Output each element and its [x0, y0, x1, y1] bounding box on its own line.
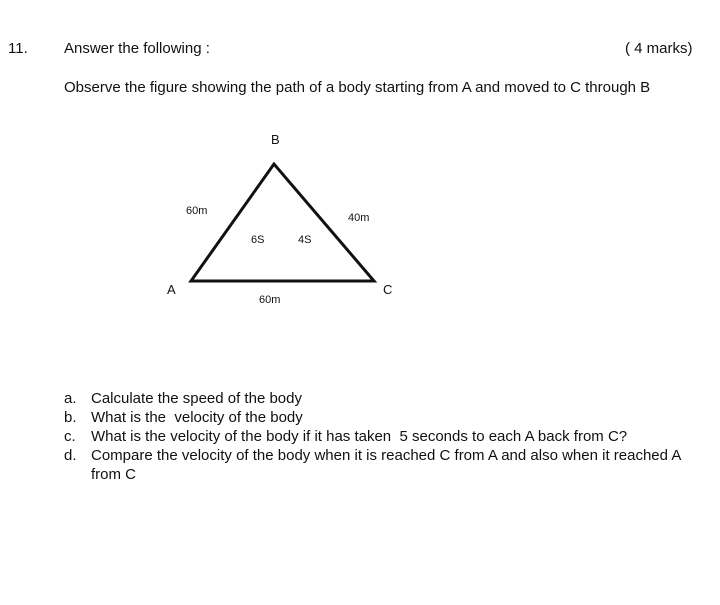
sub-question-text: Compare the velocity of the body when it is reached C from A and also when it reached A from C	[91, 447, 681, 483]
question-intro: Observe the figure showing the path of a body starting from A and moved to C through B	[64, 79, 651, 96]
sub-question-c	[64, 427, 714, 446]
vertex-a-label: A	[167, 282, 176, 297]
sub-question-marker: a.	[64, 390, 77, 407]
vertex-c-label: C	[383, 282, 393, 297]
sub-question-d	[64, 446, 714, 484]
sub-question-marker: d.	[64, 447, 77, 464]
sub-question-a	[64, 389, 714, 408]
sub-question-marker: c.	[64, 428, 76, 445]
sub-question-b	[64, 408, 714, 427]
sub-question-text: Calculate the speed of the body	[91, 390, 302, 407]
side-bc-distance-label: 40m	[348, 212, 370, 224]
question-number: 11.	[8, 40, 28, 57]
sub-question-text: What is the velocity of the body if it has taken 5 seconds to each A back from C?	[91, 428, 628, 445]
sub-question-marker: b.	[64, 409, 77, 426]
question-marks: ( 4 marks)	[625, 40, 693, 57]
sub-question-list	[64, 389, 714, 484]
time-ab-label: 6S	[251, 234, 265, 246]
sub-question-text: What is the velocity of the body	[91, 409, 303, 426]
question-title: Answer the following :	[64, 40, 210, 57]
vertex-b-label: B	[271, 132, 280, 147]
side-ab-distance-label: 60m	[186, 205, 208, 217]
side-ac-distance-label: 60m	[259, 294, 281, 306]
time-bc-label: 4S	[298, 234, 312, 246]
triangle-path	[191, 164, 374, 281]
